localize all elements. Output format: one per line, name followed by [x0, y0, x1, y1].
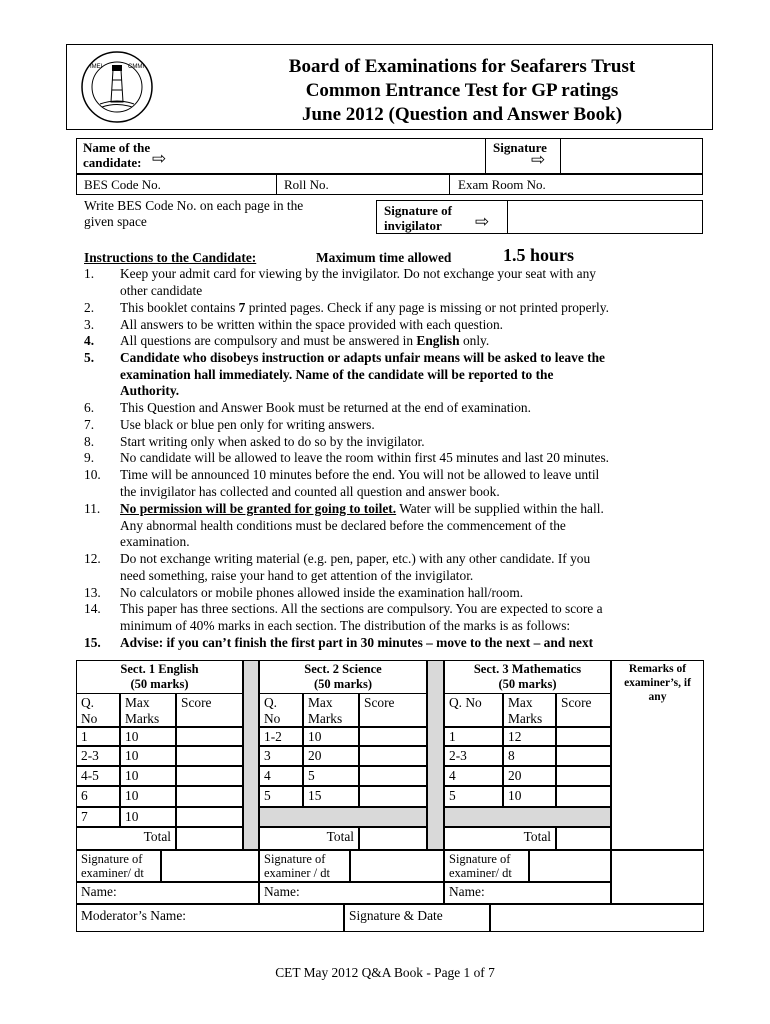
total-label: Total [259, 827, 359, 850]
q-no-header: Q. No [444, 693, 503, 727]
table-row-max: 10 [503, 786, 556, 807]
title-line-1: Board of Examinations for Seafarers Trust [288, 56, 636, 77]
exam-room-label: Exam Room No. [458, 177, 546, 192]
board-seal-logo [80, 50, 154, 124]
max-marks-header: Max Marks [503, 693, 556, 727]
document-title [227, 55, 697, 127]
exam-room-field[interactable] [560, 176, 700, 193]
score-input[interactable] [359, 786, 427, 807]
table-row-max: 12 [503, 727, 556, 746]
sig-date-label: Signature & Date [344, 904, 490, 932]
sig-examiner-field[interactable] [529, 850, 611, 882]
candidate-name-field[interactable] [190, 140, 480, 172]
total-input[interactable] [176, 827, 243, 850]
sig-examiner-label: Signature of examiner / dt [259, 850, 350, 882]
score-input[interactable] [359, 766, 427, 786]
name-label-line2: candidate: [83, 155, 142, 170]
table-row-q: 1 [444, 727, 503, 746]
arrow-right-icon: ⇨ [152, 149, 167, 168]
score-input[interactable] [556, 786, 611, 807]
table-row-q: 4 [259, 766, 303, 786]
table-row-q: 2-3 [76, 746, 120, 766]
bes-code-field[interactable] [180, 176, 274, 193]
roll-no-label: Roll No. [284, 177, 329, 192]
sig-examiner-label: Signature of examiner/ dt [76, 850, 161, 882]
max-marks-header: Max Marks [120, 693, 176, 727]
examiner-name-field[interactable]: Name: [259, 882, 444, 904]
table-row-q: 2-3 [444, 746, 503, 766]
title-line-3: June 2012 (Question and Answer Book) [301, 104, 623, 125]
arrow-right-icon: ⇨ [531, 150, 546, 169]
sig-examiner-field[interactable] [161, 850, 259, 882]
table-row-q: 5 [444, 786, 503, 807]
total-label: Total [444, 827, 556, 850]
score-input[interactable] [556, 746, 611, 766]
q-no-header: Q. No [259, 693, 303, 727]
remarks-field[interactable] [611, 850, 704, 904]
bes-code-label: BES Code No. [84, 177, 161, 192]
table-row-max: 10 [120, 727, 176, 746]
arrow-right-icon: ⇨ [475, 212, 490, 231]
max-time-value: 1.5 hours [503, 245, 575, 265]
roll-no-field[interactable] [340, 176, 446, 193]
table-row-q: 7 [76, 807, 120, 827]
score-input[interactable] [176, 766, 243, 786]
table-row-q: 1-2 [259, 727, 303, 746]
table-row-max: 10 [120, 786, 176, 807]
score-header: Score [556, 693, 611, 727]
blank-row [444, 807, 611, 827]
table-row-q: 3 [259, 746, 303, 766]
svg-text:IMEI: IMEI [90, 64, 103, 70]
sig-invigilator-label-2: invigilator [384, 218, 442, 233]
score-header: Score [176, 693, 243, 727]
score-input[interactable] [556, 766, 611, 786]
blank-row [259, 807, 427, 827]
sect1-header: Sect. 1 English (50 marks) [76, 660, 243, 694]
total-input[interactable] [359, 827, 427, 850]
score-input[interactable] [359, 746, 427, 766]
table-row-max: 5 [303, 766, 359, 786]
sect2-header: Sect. 2 Science (50 marks) [259, 660, 427, 694]
remarks-header: Remarks of examiner’s, if any [611, 660, 704, 850]
header-box [66, 44, 713, 130]
table-row-max: 20 [503, 766, 556, 786]
instructions-heading: Instructions to the Candidate: [84, 250, 257, 265]
total-label: Total [76, 827, 176, 850]
sig-examiner-field[interactable] [350, 850, 444, 882]
page-footer: CET May 2012 Q&A Book - Page 1 of 7 [275, 965, 495, 980]
sig-invigilator-label-1: Signature of [384, 203, 453, 218]
separator-column [243, 660, 259, 850]
examiner-name-field[interactable]: Name: [76, 882, 259, 904]
examiner-name-field[interactable]: Name: [444, 882, 611, 904]
table-row-max: 10 [303, 727, 359, 746]
separator-column [427, 660, 444, 850]
signature-label: Signature [493, 140, 547, 155]
table-row-max: 8 [503, 746, 556, 766]
candidate-signature-field[interactable] [562, 140, 700, 172]
score-input[interactable] [176, 786, 243, 807]
sect3-header: Sect. 3 Mathematics (50 marks) [444, 660, 611, 694]
max-time-label: Maximum time allowed [316, 250, 452, 265]
max-marks-header: Max Marks [303, 693, 359, 727]
table-row-q: 1 [76, 727, 120, 746]
write-bes-note-line2: given space [84, 214, 147, 229]
table-row-max: 10 [120, 807, 176, 827]
table-row-max: 10 [120, 766, 176, 786]
score-input[interactable] [359, 727, 427, 746]
invigilator-signature-field[interactable] [510, 202, 700, 232]
table-row-q: 6 [76, 786, 120, 807]
write-bes-note-line1: Write BES Code No. on each page in the [84, 198, 304, 213]
svg-text:CMMI: CMMI [128, 64, 144, 70]
table-row-max: 10 [120, 746, 176, 766]
table-row-max: 20 [303, 746, 359, 766]
q-no-header: Q. No [76, 693, 120, 727]
score-input[interactable] [556, 727, 611, 746]
score-header: Score [359, 693, 427, 727]
moderator-signature-field[interactable] [490, 904, 704, 932]
title-line-2: Common Entrance Test for GP ratings [305, 80, 619, 101]
name-label-line1: Name of the [83, 140, 151, 155]
sig-examiner-label: Signature of examiner/ dt [444, 850, 529, 882]
score-input[interactable] [176, 807, 243, 827]
score-input[interactable] [176, 727, 243, 746]
table-row-q: 4-5 [76, 766, 120, 786]
score-input[interactable] [176, 746, 243, 766]
moderator-name-field[interactable]: Moderator’s Name: [76, 904, 344, 932]
table-row-max: 15 [303, 786, 359, 807]
table-row-q: 4 [444, 766, 503, 786]
total-input[interactable] [556, 827, 611, 850]
table-row-q: 5 [259, 786, 303, 807]
